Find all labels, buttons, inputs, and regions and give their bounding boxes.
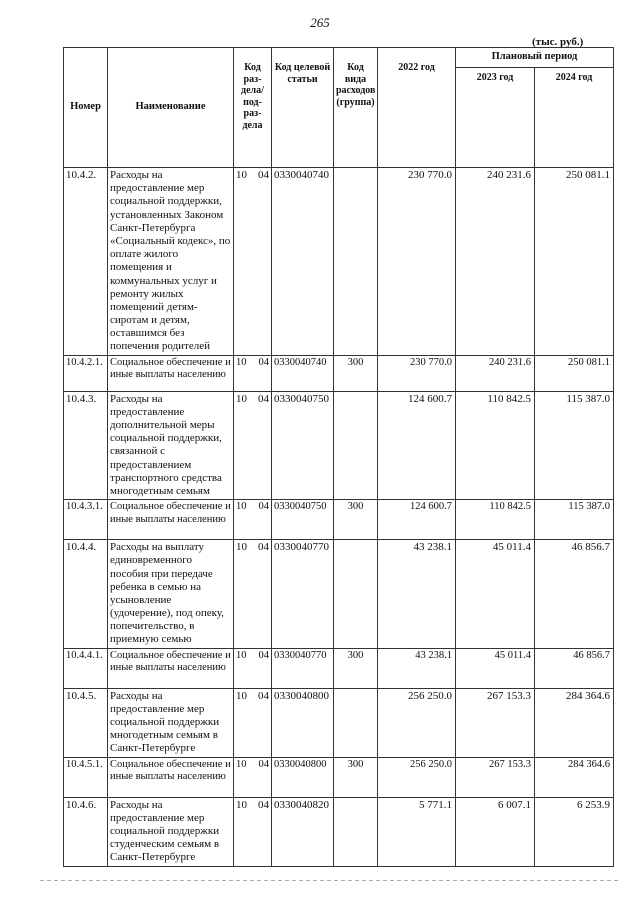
row-target-code: 0330040800 [272, 688, 334, 757]
row-target-code: 0330040740 [272, 168, 334, 356]
row-value-2023: 6 007.1 [456, 797, 535, 866]
row-number: 10.4.2. [64, 168, 108, 356]
row-value-2024: 46 856.7 [535, 648, 614, 688]
row-subsection-code: 04 [258, 501, 269, 513]
row-section-code: 10 [236, 758, 247, 770]
row-subsection-code: 04 [258, 541, 269, 554]
row-section-code: 10 [236, 392, 247, 405]
row-target-code: 0330040750 [272, 500, 334, 540]
row-value-2022: 43 238.1 [378, 648, 456, 688]
row-target-code: 0330040820 [272, 797, 334, 866]
row-subsection-code: 04 [258, 758, 269, 770]
row-number: 10.4.3. [64, 391, 108, 500]
units-label: (тыс. руб.) [532, 36, 584, 48]
table-row [64, 648, 614, 688]
row-name: Расходы на выплату единовременного пособия при передаче ребенка в семью на усыновление (удочерение), под опеку, попечительство, в приемную семью [108, 540, 234, 649]
row-section-code: 10 [236, 356, 247, 368]
row-expense-type [334, 168, 378, 356]
row-target-code: 0330040750 [272, 391, 334, 500]
header-2023: 2023 год [456, 68, 535, 168]
page-number: 265 [310, 15, 330, 30]
row-number: 10.4.5.1. [64, 757, 108, 797]
budget-table [63, 47, 614, 867]
row-value-2024: 284 364.6 [535, 688, 614, 757]
row-name: Социальное обеспечение и иные выплаты населению [108, 355, 234, 391]
header-target: Код целевой статьи [272, 48, 334, 168]
row-name: Расходы на предоставление мер социальной поддержки студенческим семьям в Санкт-Петербурге [108, 797, 234, 866]
row-section-code: 10 [236, 649, 247, 661]
row-expense-type: 300 [334, 355, 378, 391]
row-section [234, 757, 272, 797]
row-number: 10.4.6. [64, 797, 108, 866]
header-name: Наименование [108, 48, 234, 168]
row-subsection-code: 04 [258, 689, 269, 702]
row-number: 10.4.3.1. [64, 500, 108, 540]
table-row [64, 540, 614, 649]
row-section [234, 540, 272, 649]
row-expense-type: 300 [334, 757, 378, 797]
row-value-2022: 124 600.7 [378, 391, 456, 500]
row-name: Социальное обеспечение и иные выплаты населению [108, 648, 234, 688]
row-expense-type [334, 797, 378, 866]
row-value-2023: 45 011.4 [456, 648, 535, 688]
row-subsection-code: 04 [258, 356, 269, 368]
row-value-2022: 5 771.1 [378, 797, 456, 866]
row-value-2022: 256 250.0 [378, 688, 456, 757]
row-section-code: 10 [236, 689, 247, 702]
row-subsection-code: 04 [258, 649, 269, 661]
row-value-2023: 110 842.5 [456, 500, 535, 540]
row-section [234, 355, 272, 391]
row-section [234, 391, 272, 500]
row-value-2023: 267 153.3 [456, 688, 535, 757]
table-row [64, 500, 614, 540]
row-section-code: 10 [236, 541, 247, 554]
row-value-2022: 230 770.0 [378, 355, 456, 391]
row-name: Расходы на предоставление мер социальной поддержки, установленных Законом Санкт-Петербурга «Социальный кодекс», по оплате жилого помещения и коммунальных услуг и ремонту жилых помещений детям-сиротам и детям, оставшимся без попечения родителей [108, 168, 234, 356]
row-value-2023: 267 153.3 [456, 757, 535, 797]
row-value-2024: 115 387.0 [535, 391, 614, 500]
row-number: 10.4.2.1. [64, 355, 108, 391]
row-expense-type: 300 [334, 500, 378, 540]
row-value-2023: 110 842.5 [456, 391, 535, 500]
row-name: Расходы на предоставление мер социальной поддержки многодетным семьям в Санкт-Петербурге [108, 688, 234, 757]
row-value-2022: 230 770.0 [378, 168, 456, 356]
row-expense-type [334, 391, 378, 500]
row-section [234, 500, 272, 540]
row-value-2023: 240 231.6 [456, 168, 535, 356]
row-value-2022: 256 250.0 [378, 757, 456, 797]
table-row [64, 355, 614, 391]
row-target-code: 0330040800 [272, 757, 334, 797]
row-expense-type: 300 [334, 648, 378, 688]
row-value-2024: 250 081.1 [535, 355, 614, 391]
header-section: Код раз-дела/ под-раз-дела [234, 48, 272, 168]
table-row [64, 757, 614, 797]
row-value-2024: 6 253.9 [535, 797, 614, 866]
row-number: 10.4.4.1. [64, 648, 108, 688]
row-target-code: 0330040770 [272, 648, 334, 688]
row-value-2022: 124 600.7 [378, 500, 456, 540]
row-value-2022: 43 238.1 [378, 540, 456, 649]
row-value-2024: 115 387.0 [535, 500, 614, 540]
row-value-2023: 240 231.6 [456, 355, 535, 391]
row-value-2023: 45 011.4 [456, 540, 535, 649]
table-row [64, 168, 614, 356]
row-section [234, 168, 272, 356]
scan-edge-line [40, 880, 620, 881]
row-subsection-code: 04 [258, 798, 269, 811]
header-2024: 2024 год [535, 68, 614, 168]
header-plan-period: Плановый период [456, 48, 614, 68]
table-row [64, 391, 614, 500]
table-row [64, 688, 614, 757]
row-number: 10.4.5. [64, 688, 108, 757]
header-number: Номер [64, 48, 108, 168]
row-section [234, 648, 272, 688]
row-section-code: 10 [236, 798, 247, 811]
row-expense-type [334, 688, 378, 757]
row-number: 10.4.4. [64, 540, 108, 649]
row-expense-type [334, 540, 378, 649]
row-subsection-code: 04 [258, 169, 269, 181]
row-section-code: 10 [236, 501, 247, 513]
row-name: Социальное обеспечение и иные выплаты населению [108, 757, 234, 797]
row-name: Расходы на предоставление дополнительной меры социальной поддержки, связанной с предоставлением транспортного средства многодетным семьям [108, 391, 234, 500]
header-expense-type: Код вида расходов (группа) [334, 48, 378, 168]
row-value-2024: 250 081.1 [535, 168, 614, 356]
row-value-2024: 46 856.7 [535, 540, 614, 649]
header-2022: 2022 год [378, 48, 456, 168]
table-row [64, 797, 614, 866]
row-target-code: 0330040740 [272, 355, 334, 391]
row-section [234, 688, 272, 757]
row-value-2024: 284 364.6 [535, 757, 614, 797]
row-subsection-code: 04 [258, 392, 269, 405]
row-name: Социальное обеспечение и иные выплаты населению [108, 500, 234, 540]
row-section-code: 10 [236, 169, 247, 181]
row-section [234, 797, 272, 866]
row-target-code: 0330040770 [272, 540, 334, 649]
